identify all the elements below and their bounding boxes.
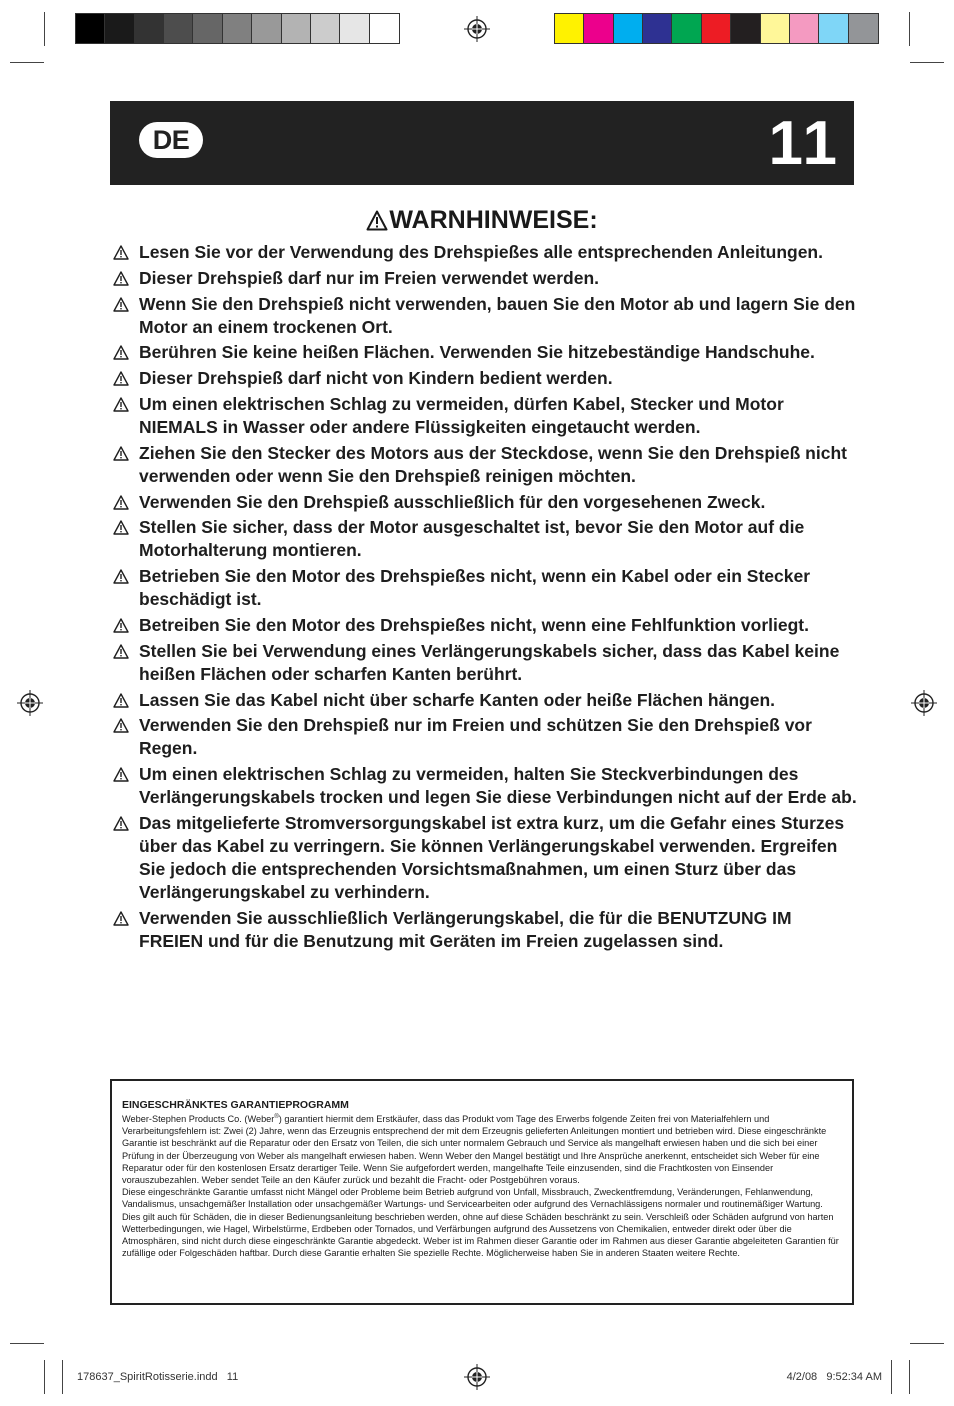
color-swatch bbox=[761, 14, 790, 43]
warning-triangle-icon bbox=[113, 271, 129, 286]
warning-item-text: Stellen Sie bei Verwendung eines Verlängerungskabels sicher, dass das Kabel keine heißen Flächen oder scharfen Kanten berührt. bbox=[139, 640, 840, 684]
warning-triangle-icon bbox=[113, 495, 129, 510]
color-swatch bbox=[790, 14, 819, 43]
process-color-bar bbox=[554, 13, 879, 44]
page-header-band bbox=[110, 101, 854, 185]
warning-triangle-icon bbox=[113, 718, 129, 733]
grayscale-color-bar bbox=[75, 13, 400, 44]
color-swatch bbox=[223, 14, 252, 43]
color-swatch bbox=[370, 14, 399, 43]
warning-item-text: Lassen Sie das Kabel nicht über scharfe Kanten oder heiße Flächen hängen. bbox=[139, 689, 776, 710]
warranty-paragraph: Diese eingeschränkte Garantie umfasst nicht Mängel oder Probleme beim Betrieb aufgrund von Unfall, Missbrauch, Zweckentfremdung, Veränderungen, Fehlanwendung, Vandalismus, unsachgemäßer Installation oder unsachgemäßer Wartungs- und Servicearbeiten oder aufgrund des Vernachlässigens normaler und routinemäßiger Wartung. Dies gilt auch für Schäden, die in dieser Bedienungsanleitung beschrieben werden, ohne auf diese Schäden beschränkt zu sein. Verschleiß oder Schäden aufgrund von harten Wetterbedingungen, wie Hagel, Wirbelstürme, Erdbeben oder Tornados, und Verfärbungen aufgrund des Aussetzens von Chemikalien, entweder direkt oder über die Atmosphären, sind nicht durch diese eingeschränkte Garantie abgedeckt. Weber ist im Rahmen dieser Garantie oder im Rahmen aus dieser Garantie abgeleiteten Garantien für zufällige oder Folgeschäden haftbar. Durch diese Garantie erhalten Sie spezielle Rechte. Möglicherweise haben Sie in anderen Staaten weitere Rechte. bbox=[122, 1187, 839, 1259]
warning-heading bbox=[110, 206, 854, 234]
color-swatch bbox=[282, 14, 311, 43]
warning-item-text: Stellen Sie sicher, dass der Motor ausgeschaltet ist, bevor Sie den Motor auf die Motorhalterung montieren. bbox=[139, 517, 805, 561]
warning-triangle-icon bbox=[113, 644, 129, 659]
warning-triangle-icon bbox=[113, 345, 129, 360]
warning-item bbox=[113, 367, 858, 390]
warning-item-text: Um einen elektrischen Schlag zu vermeiden, halten Sie Steckverbindungen des Verlängerungskabels trocken und legen Sie diese Verbindungen nicht auf der Erde ab. bbox=[139, 764, 857, 808]
color-swatch bbox=[135, 14, 164, 43]
warning-triangle-icon bbox=[113, 569, 129, 584]
warning-item bbox=[113, 812, 858, 904]
warning-triangle-icon bbox=[113, 297, 129, 312]
warning-item-text: Um einen elektrischen Schlag zu vermeiden, dürfen Kabel, Stecker und Motor NIEMALS in Wasser oder andere Flüssigkeiten eingetaucht werden. bbox=[139, 393, 784, 437]
warranty-paragraph bbox=[122, 1111, 840, 1186]
color-swatch bbox=[252, 14, 281, 43]
footer-file-info: 178637_SpiritRotisserie.indd 11 bbox=[77, 1371, 239, 1383]
warning-triangle-icon bbox=[113, 767, 129, 782]
crop-mark bbox=[891, 1360, 892, 1394]
warning-item-text: Lesen Sie vor der Verwendung des Drehspießes alle entsprechenden Anleitungen. bbox=[139, 242, 823, 262]
color-swatch bbox=[702, 14, 731, 43]
warning-item bbox=[113, 267, 858, 290]
page-number: 11 bbox=[768, 109, 840, 178]
crop-mark bbox=[44, 1360, 45, 1394]
warning-item-text: Wenn Sie den Drehspieß nicht verwenden, bauen Sie den Motor ab und lagern Sie den Motor an einem trockenen Ort. bbox=[139, 293, 856, 337]
color-swatch bbox=[555, 14, 584, 43]
warning-triangle-icon bbox=[113, 397, 129, 412]
warranty-text-span: ) garantiert hiermit dem Erstkäufer, dass das Produkt vom Tage des Erwerbs folgende Zeiten frei von Materialfehlern und Verarbeitungsfehlern ist: Zwei (2) Jahre, wenn das Erzeugnis entsprechend der mit dem Erzeugnis gelieferten Anleitungen montiert und betrieben wird. Diese eingeschränkte Garantie ist beschränkt auf die Reparatur oder den Ersatz von Teilen, die sich unter normalem Gebrauch und Service als mangelhaft erwiesen haben und die sich bei einer Prüfung in der Überzeugung von Weber als mangelhaft erwiesen haben. Wenn Weber den Mangel bestätigt und Ihre Ansprüche anerkennt, entscheidet sich Weber für eine Reparatur oder für den kostenlosen Ersatz derartiger Teile. Wenn Sie aufgefordert werden, mangelhafte Teile einzusenden, sind die Frachtkosten von Einsender vorauszubezahlen. Weber sendet Teile an den Käufer zurück und bezahlt die Fracht- oder Postgebühren voraus. bbox=[122, 1114, 827, 1186]
crop-mark bbox=[909, 1360, 910, 1394]
color-swatch bbox=[311, 14, 340, 43]
registration-mark-icon bbox=[17, 690, 43, 716]
crop-mark bbox=[44, 12, 45, 46]
crop-mark bbox=[909, 12, 910, 46]
warning-item bbox=[113, 393, 858, 439]
warning-triangle-icon bbox=[113, 693, 129, 708]
warning-triangle-icon bbox=[366, 210, 388, 231]
color-swatch bbox=[849, 14, 878, 43]
color-swatch bbox=[584, 14, 613, 43]
warning-triangle-icon bbox=[113, 911, 129, 926]
warranty-text bbox=[122, 1111, 840, 1260]
warning-item bbox=[113, 714, 858, 760]
warning-item-text: Das mitgelieferte Stromversorgungskabel ist extra kurz, um die Gefahr eines Sturzes über das Kabel zu verringern. Sie können Verlängerungskabel verwenden. Ergreifen Sie jedoch die entsprechenden Vorsichtsmaßnahmen, um einen Sturz über das Verlängerungskabel zu verhindern. bbox=[139, 812, 845, 902]
warning-item bbox=[113, 491, 858, 514]
warning-triangle-icon bbox=[113, 446, 129, 461]
warning-item bbox=[113, 516, 858, 562]
footer-timestamp: 4/2/08 9:52:34 AM bbox=[786, 1371, 882, 1383]
crop-mark bbox=[62, 1360, 63, 1394]
warning-heading-text: WARNHINWEISE: bbox=[389, 206, 598, 234]
warning-item-text: Betreiben Sie den Motor des Drehspießes nicht, wenn eine Fehlfunktion vorliegt. bbox=[139, 614, 809, 635]
warning-item bbox=[113, 614, 858, 637]
warning-item bbox=[113, 763, 858, 809]
registered-mark: ® bbox=[274, 1114, 279, 1120]
warning-item bbox=[113, 293, 858, 339]
warning-item-text: Verwenden Sie den Drehspieß nur im Freien und schützen Sie den Drehspieß vor Regen. bbox=[139, 715, 812, 759]
warning-item-text: Betrieben Sie den Motor des Drehspießes nicht, wenn ein Kabel oder ein Stecker beschädigt ist. bbox=[139, 566, 811, 610]
color-swatch bbox=[193, 14, 222, 43]
warning-list bbox=[113, 241, 858, 956]
warning-item-text: Ziehen Sie den Stecker des Motors aus der Steckdose, wenn Sie den Drehspieß nicht verwenden oder wenn Sie den Drehspieß reinigen möchten. bbox=[139, 442, 847, 486]
warning-item bbox=[113, 241, 858, 264]
warning-item-text: Verwenden Sie ausschließlich Verlängerungskabel, die für die BENUTZUNG IM FREIEN und für die Benutzung mit Geräten im Freien zugelassen sind. bbox=[139, 907, 792, 951]
warning-item-text: Dieser Drehspieß darf nur im Freien verwendet werden. bbox=[139, 267, 599, 288]
crop-mark bbox=[910, 62, 944, 63]
color-swatch bbox=[614, 14, 643, 43]
crop-mark bbox=[10, 62, 44, 63]
warning-triangle-icon bbox=[113, 245, 129, 260]
registration-mark-icon bbox=[464, 16, 490, 42]
warning-item bbox=[113, 689, 858, 712]
warning-item bbox=[113, 907, 858, 953]
color-swatch bbox=[819, 14, 848, 43]
warning-item-text: Verwenden Sie den Drehspieß ausschließlich für den vorgesehenen Zweck. bbox=[139, 491, 766, 512]
warning-item bbox=[113, 640, 858, 686]
color-swatch bbox=[164, 14, 193, 43]
warning-item-text: Berühren Sie keine heißen Flächen. Verwenden Sie hitzebeständige Handschuhe. bbox=[139, 342, 815, 363]
warranty-title: EINGESCHRÄNKTES GARANTIEPROGRAMM bbox=[122, 1099, 349, 1111]
language-badge: DE bbox=[139, 122, 203, 158]
color-swatch bbox=[340, 14, 369, 43]
color-swatch bbox=[731, 14, 760, 43]
warranty-text-span: Weber-Stephen Products Co. (Weber bbox=[122, 1114, 275, 1125]
color-swatch bbox=[672, 14, 701, 43]
warning-item bbox=[113, 442, 858, 488]
warning-item-text: Dieser Drehspieß darf nicht von Kindern bedient werden. bbox=[139, 368, 613, 389]
crop-mark bbox=[910, 1343, 944, 1344]
warning-triangle-icon bbox=[113, 371, 129, 386]
warning-item bbox=[113, 341, 858, 364]
crop-mark bbox=[10, 1343, 44, 1344]
color-swatch bbox=[643, 14, 672, 43]
warning-triangle-icon bbox=[113, 618, 129, 633]
warning-item bbox=[113, 565, 858, 611]
color-swatch bbox=[105, 14, 134, 43]
warning-triangle-icon bbox=[113, 816, 129, 831]
warning-triangle-icon bbox=[113, 520, 129, 535]
warranty-box bbox=[110, 1079, 854, 1305]
registration-mark-icon bbox=[911, 690, 937, 716]
registration-mark-icon bbox=[464, 1364, 490, 1390]
color-swatch bbox=[76, 14, 105, 43]
